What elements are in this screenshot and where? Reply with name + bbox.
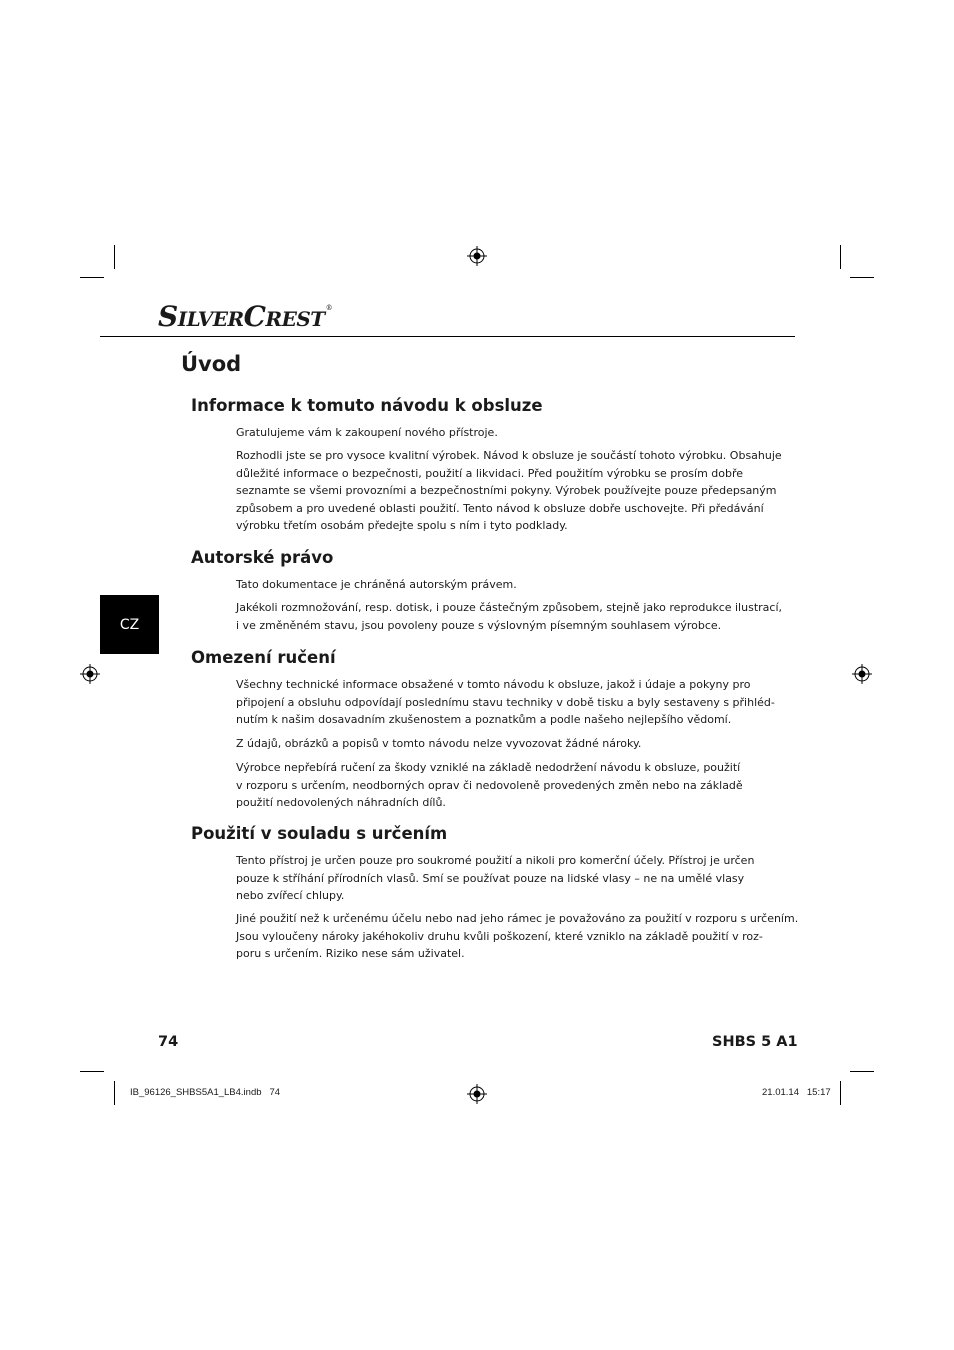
paragraph: Tento přístroj je určen pouze pro soukromé použití a nikoli pro komerční účely. Přístroj je určen pouze k stříhání přírodních vlasů. Smí se používat pouze na lidské vlasy – ne na umělé vlasy nebo zvířecí chlupy. [236, 854, 755, 902]
section-heading: Omezení ručení [191, 648, 336, 667]
registration-mark-icon [80, 664, 100, 684]
crop-mark [850, 1071, 874, 1072]
page-title: Úvod [181, 352, 242, 376]
crop-mark [114, 245, 115, 269]
language-code: CZ [119, 616, 140, 633]
crop-mark [840, 1081, 841, 1105]
registration-mark-icon [467, 1084, 487, 1104]
header-rule [100, 336, 795, 337]
paragraph: Jiné použití než k určenému účelu nebo nad jeho rámec je považováno za použití v rozporu s určením. Jsou vyloučeny nároky jakéhokoliv druhu kvůli poškození, které vzniklo na základě použití v roz- poru s určením. Riziko nese sám uživatel. [236, 912, 799, 960]
registration-mark-icon [467, 246, 487, 266]
section-heading: Použití v souladu s určením [191, 824, 448, 843]
paragraph: Jakékoli rozmnožování, resp. dotisk, i pouze částečným způsobem, stejně jako reprodukce ilustrací, i ve změněném stavu, jsou povoleny pouze s výslovným písemným souhlasem výrobce. [236, 601, 782, 632]
paragraph: Rozhodli jste se pro vysoce kvalitní výrobek. Návod k obsluze je součástí tohoto výrobku. Obsahuje důležité informace o bezpečnosti, použití a likvidaci. Před použitím výrobku se prosím dobře seznamte se všemi provozními a bezpečnostními pokyny. Výrobek používejte pouze předepsaným způsobem a pro uvedené oblasti použití. Tento návod k obsluze dobře uschovejte. Při předávání výrobku třetím osobám předejte spolu s ním i tyto podklady. [236, 449, 782, 532]
language-tab [100, 595, 159, 654]
section-heading: Informace k tomuto návodu k obsluze [191, 396, 543, 415]
registration-mark-icon [852, 664, 872, 684]
paragraph: Všechny technické informace obsažené v tomto návodu k obsluze, jakož i údaje a pokyny pro připojení a obsluhu odpovídají poslednímu stavu techniky v době tisku a byly sestaveny s přihléd- nutím k našim dosavadním zkušenostem a poznatkům a podle našeho nejlepšího vědomí. [236, 678, 775, 726]
page-number: 74 [158, 1034, 179, 1050]
print-slug-datetime: 21.01.14 15:17 [762, 1087, 831, 1098]
print-slug-file: IB_96126_SHBS5A1_LB4.indb 74 [130, 1087, 281, 1098]
crop-mark [850, 277, 874, 278]
crop-mark [114, 1081, 115, 1105]
brand-logo: SILVERCREST® [158, 300, 333, 333]
paragraph: Výrobce nepřebírá ručení za škody vzniklé na základě nedodržení návodu k obsluze, použití v rozporu s určením, neodborných oprav či nedovoleně provedených změn nebo na základě použití nedovolených náhradních dílů. [236, 761, 743, 809]
section-heading: Autorské právo [191, 548, 334, 567]
paragraph: Z údajů, obrázků a popisů v tomto návodu nelze vyvozovat žádné nároky. [236, 737, 642, 750]
crop-mark [80, 1071, 104, 1072]
crop-mark [80, 277, 104, 278]
paragraph: Tato dokumentace je chráněná autorským právem. [236, 578, 517, 591]
paragraph: Gratulujeme vám k zakoupení nového přístroje. [236, 426, 498, 439]
model-number: SHBS 5 A1 [712, 1034, 798, 1050]
crop-mark [840, 245, 841, 269]
